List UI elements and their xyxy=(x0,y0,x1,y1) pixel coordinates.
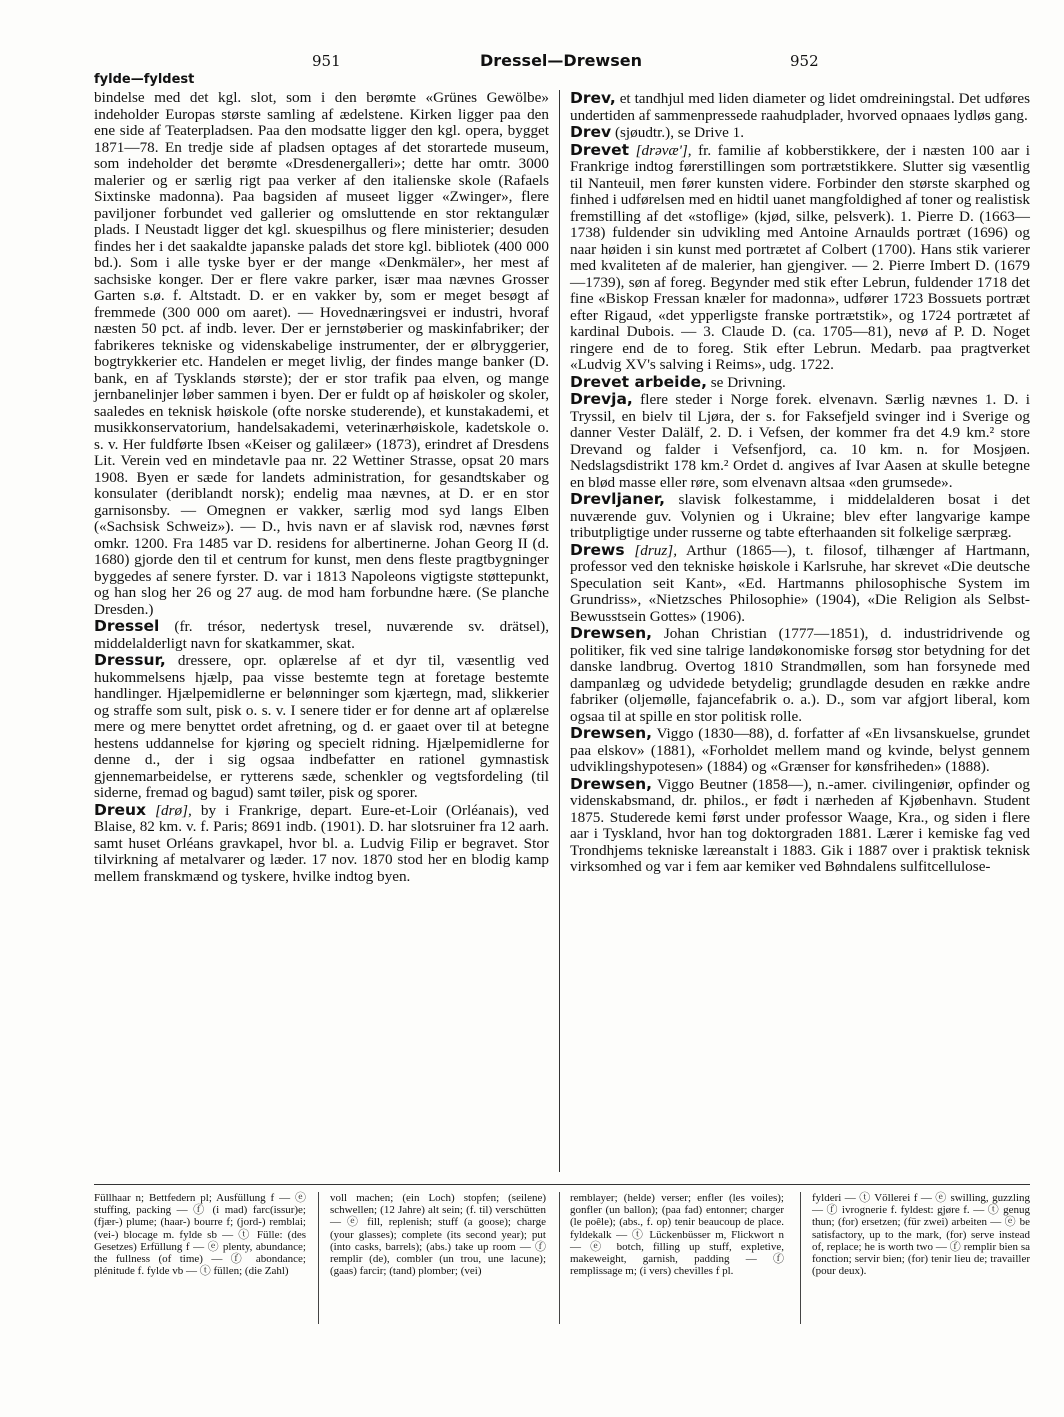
entry-headword: Drewsen, xyxy=(570,724,653,742)
page-header xyxy=(0,52,1064,74)
entry-text: Arthur (1865—), t. filosof, tilhænger af Hartmann, professor ved den tekniske høiskole i Karlsruhe, har skrevet «Die deutsche Speculation seit Kant», «Ed. Hartmanns philosophische System im Grundriss», «Nietzsches Philosophie» (1904), «Die Religion als Selbst-Bewusstsein Gottes» (1906). xyxy=(570,541,1030,625)
entry-headword: Drevja, xyxy=(570,390,633,408)
entry-headword: Drews xyxy=(570,540,625,559)
footnote-divider xyxy=(800,1192,801,1324)
page-number-right: 952 xyxy=(790,52,819,70)
dictionary-entry xyxy=(570,542,1030,626)
entry-text: et tandhjul med liden diameter og lidet omdreiningstal. Det udføres undertiden af sammenpressede raahudplader, hvorved opnaaes lydløs gang. xyxy=(570,90,1030,124)
page-number-left: 951 xyxy=(312,52,341,70)
entry-text: fr. familie af kobberstikkere, der i næsten 100 aar i Frankrige indtog førerstillingen som portrætstikkere. Slutter sig væsentlig til Nanteuil, men fører kunsten videre. Forbinder den største skarphed og finhed i udførelsen med en hidtil uanet mangfoldighed af toner og realistisk fremstilling af det «stoflige» (kjød, silke, pelsverk). 1. Pierre D. (1663—1738) fuldender sin udvikling med Antoine Arnaulds portræt (1696) og naar høiden i sin kunst med portrætet af Colbert (1700). Hans stik varierer med kvaliteten af de malerier, han gjengiver. — 2. Pierre Imbert D. (1679—1739), søn af foreg. Begynder med stik efter Lebrun, fuldender 1718 det fine «Biskop Fressan knæler for madonna», udfører 1723 Bossuets portræt efter Rigaud, «det ypperligste franske portrætstik», og 1724 portrætet af kardinal Dubois. — 3. Claude D. (ca. 1705—81), nevø af P. D. Noget ringere end de to foreg. Stik efter Lebrun. Medarb. paa pragtverket «Ludvig XV's salving i Reims», udg. 1722. xyxy=(570,141,1030,373)
footnote-column-4: fylderi — ⓣ Völlerei f — ⓔ swilling, guzzling — ⓕ ivrognerie f. fyldest: gjøre f. — ⓣ genug thun; (for) ersetzen; (für zwei) arbeiten — ⓔ be satisfactory, up to the mark, (for) serve instead of, replace; he is worth two — ⓕ remplir bien sa fonction; servir bien; (for) tenir lieu de; travailler (pour deux). xyxy=(812,1192,1030,1278)
entry-text: (sjøudtr.), se Drive 1. xyxy=(611,124,745,141)
left-column xyxy=(94,90,549,885)
dictionary-entry xyxy=(94,652,549,802)
entry-text: Viggo Beutner (1858—), n.-amer. civilingeniør, opfinder og videnskabsmand, dr. philos., er født i nærheden af Kjøbenhavn. Student 1875. Studerede kemi først under professor Waage, Kra., og siden i flere aar i Tyskland, hvor han tog doktorgraden 1881. Lærer i kemiske fag ved Trondhjems tekniske læreanstalt i 1883. Gik i 1887 over i praktisk teknisk virksomhed og var i fem aar kemiker ved Bøhndalens sulfitcellulose- xyxy=(570,775,1030,875)
entry-headword: Drewsen, xyxy=(570,774,653,793)
dictionary-entry xyxy=(570,776,1030,876)
entry-headword: Drewsen, xyxy=(570,624,653,642)
footnote-divider xyxy=(318,1192,319,1324)
entry-text: slavisk folkestamme, i middelalderen bosat i det nuværende guv. Volynien og i Ukraine; blev efter langvarige kampe tributpligtige under russerne og tabte efterhaanden sit folkelige særpræg. xyxy=(570,491,1030,541)
entry-headword: Dressel xyxy=(94,617,160,635)
entry-pronunciation: [drəvæ'], xyxy=(629,141,692,159)
entry-headword: Dressur, xyxy=(94,651,166,669)
entry-text: Johan Christian (1777—1851), d. industridrivende og politiker, fik ved sine talrige landøkonomiske forsøg stor betydning for det danske landbrug. Overtog 1810 Strandmøllen, som han forsynede med dampanlæg og udvidede betydelig; grundlagde desuden en række andre fabriker (oljemølle, fajancefabrik o. a.). D., som var afgjort liberal, kom ogsaa til at spille en stor politisk rolle. xyxy=(570,625,1030,725)
footnote-divider xyxy=(559,1192,560,1324)
entry-headword: Dreux xyxy=(94,800,147,819)
entry-headword: Drevet arbeide, xyxy=(570,372,707,391)
right-column xyxy=(570,90,1030,876)
dictionary-entry xyxy=(570,374,1030,392)
dictionary-entry xyxy=(94,802,549,886)
dictionary-entry xyxy=(570,725,1030,776)
entry-text: bindelse med det kgl. slot, som i den berømte «Grünes Gewölbe» indeholder Europas største samling af ædelstene. Kirken ligger paa den ene side af Teaterpladsen. Paa den modsatte ligger den kgl. opera, bygget 1871—78. En tredje side af pladsen optages af det storartede museum, som indeholder det berømte «Dresdenergalleri»; dette har omtr. 3000 malerier og er særlig rigt paa verker af den italienske skole (Rafaels Sixtinske madonna). Paa bagsiden af museet ligger «Zwinger», flere paviljoner forbundet ved gallerier og omsluttende en stor rektangulær plads. I Neustadt ligger det kgl. skuespilhus og flere ministerier; desuden findes her i det saakaldte japanske palads det store kgl. bibliotek (400 000 bd.). Som i alle tyske byer er der mange «Denkmäler», her mest af sachsiske konger. Der er flere vakre parker, især maa nævnes Grosser Garten s.ø. f. Altstadt. D. er en vakker by, som er meget besøgt af fremmede (300 000 om aaret). — Hovednæringsvei er industri, hvoraf næsten 50 pct. af indb. lever. Der er jernstøberier og maskinfabriker; der fabrikeres tekniske og videnskabelige instrumenter, der er ølbryggerier, bogtrykkerier etc. Handelen er meget livlig, der findes mange banker (D. bank, en af Tysklands største); der er stor trafik paa elven, og mange jernbanelinjer løber sammen i byen. Der er fuldt op af høiskoler og skoler, saaledes en teknisk høiskole (ofte norske studerende), et kunstakademi, et musikkonservatorium, handelsakademi, veterinærhøiskole, kadetskole o. s. v. Her fuldførte Ibsen «Keiser og galilæer» (1873), erindret af Dresdens Lit. Verein ved en mindetavle paa nr. 22 Wettiner Strasse, opsat 20 mars 1908. Byen er sæde for landets administration, for gesandtskaber og konsulater (deriblandt norsk); endelig maa nævnes, at D. er en stor garnisonsby. — Omegnen er vakker, særlig mod syd langs Elben («Sachsisk Schweiz»). — D., hvis navn er af slavisk rod, nævnes først omkr. 1200. Fra 1485 var D. residens for albertinerne. Johan Georg II (d. 1680) gjorde den til et centrum for kunst, men dens fleste pragtbygninger byggedes af senere fyrster. D. var i 1813 Napoleons vigtigste støttepunkt, og han slog her 26 og 27 aug. de mod ham forbundne hære. (Se planche Dresden.) xyxy=(94,89,549,618)
entry-headword: Drev xyxy=(570,123,612,141)
entry-text: se Drivning. xyxy=(706,373,786,391)
dictionary-entry xyxy=(570,625,1030,725)
entry-headword: Drevljaner, xyxy=(570,490,666,508)
running-title: Dressel—Drewsen xyxy=(480,51,642,70)
footnote-column-2: voll machen; (ein Loch) stopfen; (seilene) schwellen; (12 Jahre) alt sein; (f. til) verschütten — ⓔ fill, replenish; stuff (a goose); charge (your glasses); complete (its second year); put (into casks, barrels); (abs.) take up room — ⓕ remplir (de), combler (un trou, une lacune); (gaas) farcir; (tand) plomber; (vei) xyxy=(330,1192,546,1278)
footnote-rule xyxy=(94,1184,1030,1185)
column-divider xyxy=(559,90,560,1172)
entry-text: flere steder i Norge forek. elvenavn. Særlig nævnes 1. D. i Tryssil, en bielv til Ljøra, der s. for Faksefjeld svinger ind i Sverige og danner Vester Dalälf, 2. D. i Vefsen, der kommer fra det 4.9 km.² store Drevand og falder i Vefsenfjord, ca. 10 km. n. for Mosjøen. Nedslagsdistrikt 178 km.² Ordet d. angives af Ivar Aasen at skulle betegne en blød masse eller røre, som elvenavn altsaa «den grumsede». xyxy=(570,391,1030,491)
entry-pronunciation: [druz], xyxy=(624,541,678,559)
entry-headword: Drev, xyxy=(570,89,616,107)
entry-pronunciation: [drø], xyxy=(146,801,192,819)
dictionary-entry xyxy=(94,90,549,618)
entry-text: dressere, opr. oplærelse af et dyr til, væsentlig ved hukommelsens hjælp, paa visse bestemte tegn at foretage bestemte handlinger. Hjælpemidlerne er belønninger som kjærtegn, mad, slikkerier og straffe som sult, pisk o. s. v. I senere tider er for denne art af oplærelse mere og mere benyttet ordet afretning, og d. er gaaet over til at betegne hestens uddannelse for kjøring og specielt ridning. Hjælpemidlerne for denne d., der i sig ogsaa indbefatter en rationel gymnastisk gjennemarbeidelse, er rytterens sæde, schenkler og vegtsfordeling (til siderne, fremad og bagud) samt tøiler, pisk og sporer. xyxy=(94,652,549,801)
entry-headword: Drevet xyxy=(570,140,630,159)
dictionary-entry xyxy=(570,391,1030,491)
dictionary-entry xyxy=(570,124,1030,142)
dictionary-entry xyxy=(570,491,1030,542)
footnote-column-1: Füllhaar n; Bettfedern pl; Ausfüllung f — ⓔ stuffing, packing — ⓕ (i mad) farc(issur)e; (fjær-) plume; (haar-) bourre f; (jord-) remblai; (vei-) blocage m. fylde sb — ⓣ Fülle: (des Gesetzes) Erfüllung f — ⓔ plenty, abundance; the fullness (of time) — ⓕ abondance; plénitude f. fylde vb — ⓣ füllen; (die Zahl) xyxy=(94,1192,306,1278)
entry-text: (fr. trésor, nedertysk tresel, nuværende sv. drätsel), middelalderligt navn for skatkammer, skat. xyxy=(94,618,549,652)
dictionary-entry xyxy=(570,90,1030,124)
guide-words: fylde—fyldest xyxy=(94,72,195,87)
dictionary-entry xyxy=(94,618,549,652)
entry-text: by i Frankrige, depart. Eure-et-Loir (Orléanais), ved Blaise, 82 km. v. f. Paris; 8691 indb. (1901). D. har slotsruiner fra 12 aarh. samt huset Orléans gravkapel, hvor bl. a. Ludvig Filip er begravet. Stor tilvirkning af metalvarer og læder. 17 nov. 1870 stod her en blodig kamp mellem franskmænd og tyskere, hvilke indtog byen. xyxy=(94,801,550,885)
entry-text: Viggo (1830—88), d. forfatter af «En livsanskuelse, grundet paa elskov» (1881), «Forholdet mellem mand og kvinde, belyst gennem udviklingshypotesen» (1884) og «Grænser for kønsfriheden» (1888). xyxy=(570,725,1030,775)
dictionary-entry xyxy=(570,142,1030,374)
footnote-column-3: remblayer; (helde) verser; enfler (les voiles); gonfler (un ballon); (paa fad) entonner; charger (le poêle); (abs., f. op) tenir beaucoup de place. fyldekalk — ⓣ Lückenbüsser m, Flickwort n — ⓔ botch, filling up stuff, expletive, makeweight, garnish, padding — ⓕ remplissage m; (i vers) chevilles f pl. xyxy=(570,1192,784,1278)
